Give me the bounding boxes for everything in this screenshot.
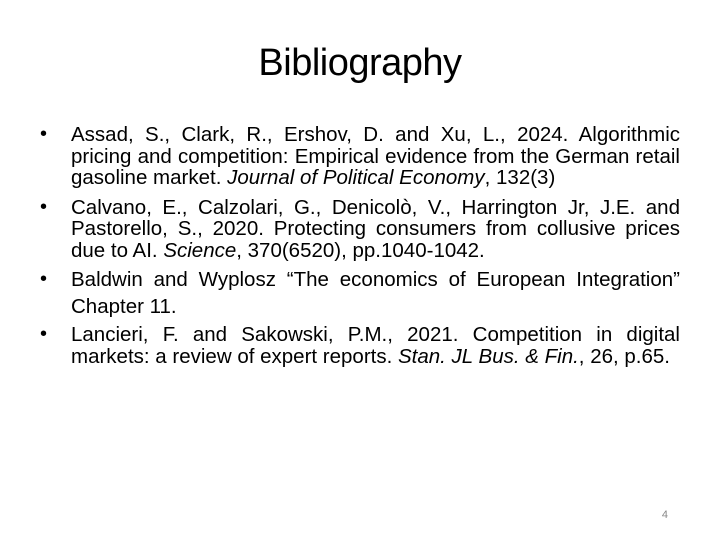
reference-journal: Science — [163, 238, 237, 262]
slide-title: Bibliography — [258, 42, 462, 84]
reference-text: Baldwin and Wyplosz “The economics of European Integration” Chapter 11. — [71, 268, 680, 318]
reference-item — [40, 197, 680, 262]
reference-citation: Assad, S., Clark, R., Ershov, D. and Xu, L., 2024. Algorithmic pricing and competition: Empirical evidence from the German retail gasoline market. — [71, 123, 680, 189]
reference-details: , 26, p.65. — [578, 344, 670, 368]
bullet-icon: • — [40, 268, 48, 290]
reference-item — [40, 324, 680, 367]
bullet-icon: • — [40, 323, 48, 345]
reference-journal: Stan. JL Bus. & Fin. — [398, 344, 579, 368]
reference-item — [40, 124, 680, 189]
reference-citation: Calvano, E., Calzolari, G., Denicolò, V., Harrington Jr, J.E. and Pastorello, S., 2020. Protecting consumers from collusive prices due to AI. — [71, 195, 680, 262]
page-number: 4 — [661, 509, 668, 521]
bullet-icon: • — [40, 195, 48, 218]
bullet-icon: • — [40, 123, 48, 145]
reference-item — [40, 266, 680, 320]
reference-citation: Lancieri, F. and Sakowski, P.M., 2021. Competition in digital markets: a review of expert reports. — [71, 323, 680, 368]
reference-details: , 370(6520), pp.1040-1042. — [236, 238, 485, 262]
reference-list — [40, 124, 680, 375]
reference-journal: Journal of Political Economy — [227, 166, 485, 189]
reference-details: , 132(3) — [484, 166, 556, 189]
